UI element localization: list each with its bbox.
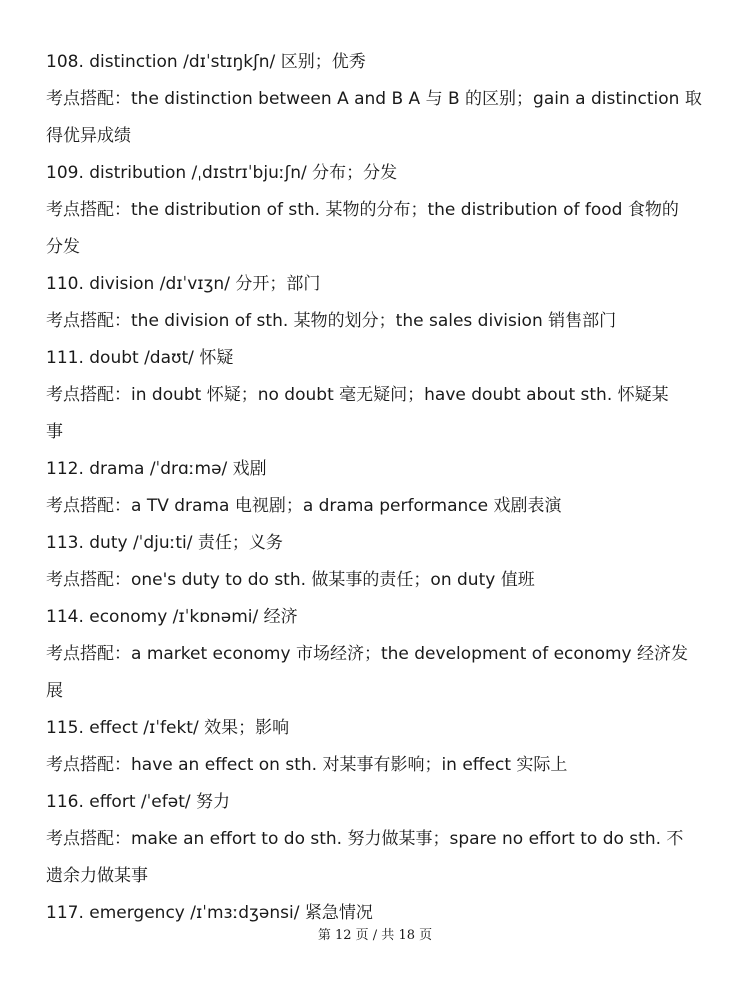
entry-108-heading: 108. distinction /dɪˈstɪŋkʃn/ 区别；优秀 <box>46 52 366 72</box>
entry-110-collocations: 考点搭配：the division of sth. 某物的划分；the sales division 销售部门 <box>46 311 617 331</box>
page-number: 第 12 页 / 共 18 页 <box>317 928 433 943</box>
entry-109-collocations: 考点搭配：the distribution of sth. 某物的分布；the distribution of food 食物的 <box>46 200 679 220</box>
entry-117-heading: 117. emergency /ɪˈmɜːdʒənsi/ 紧急情况 <box>46 903 373 923</box>
entry-109-heading: 109. distribution /ˌdɪstrɪˈbjuːʃn/ 分布；分发 <box>46 163 398 183</box>
entry-113-collocations: 考点搭配：one's duty to do sth. 做某事的责任；on duty 值班 <box>46 570 535 590</box>
entry-111-heading: 111. doubt /daʊt/ 怀疑 <box>46 348 234 368</box>
entry-111-collocations-cont: 事 <box>46 422 63 442</box>
entry-116-collocations: 考点搭配：make an effort to do sth. 努力做某事；spare no effort to do sth. 不 <box>46 829 684 849</box>
entry-114-collocations: 考点搭配：a market economy 市场经济；the development of economy 经济发 <box>46 644 689 664</box>
entry-108-collocations-cont: 得优异成绩 <box>46 126 131 146</box>
entry-116-heading: 116. effort /ˈefət/ 努力 <box>46 792 230 812</box>
entry-110-heading: 110. division /dɪˈvɪʒn/ 分开；部门 <box>46 274 321 294</box>
entry-114-collocations-cont: 展 <box>46 681 63 701</box>
entry-112-collocations: 考点搭配：a TV drama 电视剧；a drama performance 戏剧表演 <box>46 496 562 516</box>
entry-115-heading: 115. effect /ɪˈfekt/ 效果；影响 <box>46 718 290 738</box>
entry-111-collocations: 考点搭配：in doubt 怀疑；no doubt 毫无疑问；have doubt about sth. 怀疑某 <box>46 385 669 405</box>
entry-114-heading: 114. economy /ɪˈkɒnəmi/ 经济 <box>46 607 298 627</box>
entry-116-collocations-cont: 遗余力做某事 <box>46 866 148 886</box>
entry-109-collocations-cont: 分发 <box>46 237 80 257</box>
entry-112-heading: 112. drama /ˈdrɑːmə/ 戏剧 <box>46 459 267 479</box>
entry-113-heading: 113. duty /ˈdjuːti/ 责任；义务 <box>46 533 283 553</box>
entry-115-collocations: 考点搭配：have an effect on sth. 对某事有影响；in effect 实际上 <box>46 755 568 775</box>
entry-108-collocations: 考点搭配：the distinction between A and B A 与 B 的区别；gain a distinction 取 <box>46 89 702 109</box>
